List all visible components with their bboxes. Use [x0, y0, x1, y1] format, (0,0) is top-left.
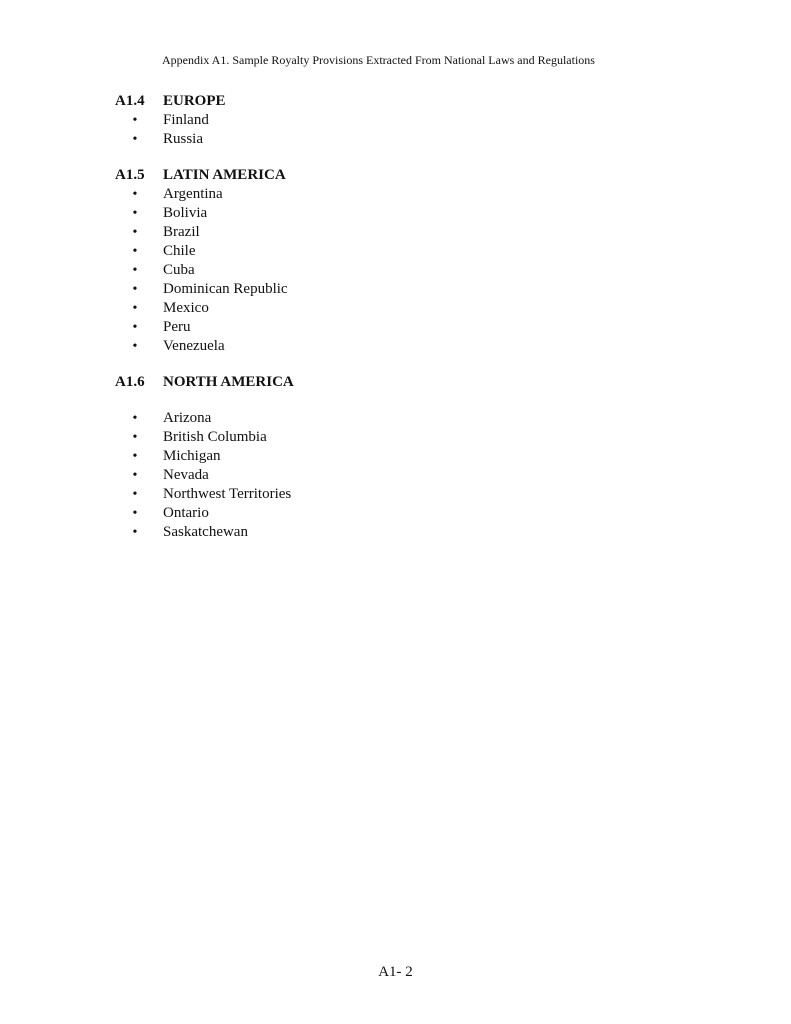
list-item: [115, 280, 715, 299]
list-item-label: Mexico: [163, 300, 209, 316]
running-header: Appendix A1. Sample Royalty Provisions Extracted From National Laws and Regulations: [162, 53, 595, 67]
section-europe: [115, 92, 715, 149]
page-number: A1- 2: [378, 964, 413, 980]
list-item-label: British Columbia: [163, 429, 267, 445]
list-item-label: Finland: [163, 112, 209, 128]
section-latin-america: [115, 166, 715, 356]
list-item: [115, 318, 715, 337]
list-item: [115, 130, 715, 149]
bullet-icon: [115, 504, 163, 523]
list-item: [115, 299, 715, 318]
bullet-list: [115, 409, 715, 542]
list-item-label: Russia: [163, 131, 204, 147]
list-item: [115, 261, 715, 280]
bullet-icon: [115, 185, 163, 204]
list-item-label: Ontario: [163, 505, 209, 521]
section-number: A1.6: [115, 374, 145, 390]
list-item: [115, 504, 715, 523]
bullet-icon: [115, 409, 163, 428]
section-heading: [115, 92, 715, 111]
section-number: A1.5: [115, 167, 145, 183]
list-item-label: Venezuela: [163, 338, 225, 354]
bullet-icon: [115, 447, 163, 466]
list-item-label: Chile: [163, 243, 196, 259]
list-item-label: Cuba: [163, 262, 195, 278]
list-item-label: Northwest Territories: [163, 486, 292, 502]
bullet-icon: [115, 280, 163, 299]
list-item-label: Argentina: [163, 186, 223, 202]
list-item: [115, 223, 715, 242]
list-item-label: Peru: [163, 319, 191, 335]
list-item-label: Saskatchewan: [163, 524, 248, 540]
bullet-icon: [115, 318, 163, 337]
list-item: [115, 409, 715, 428]
bullet-icon: [115, 299, 163, 318]
list-item-label: Arizona: [163, 410, 212, 426]
list-item: [115, 466, 715, 485]
list-item: [115, 242, 715, 261]
bullet-icon: [115, 242, 163, 261]
bullet-icon: [115, 223, 163, 242]
section-north-america-list: [115, 409, 715, 542]
list-item: [115, 485, 715, 504]
bullet-list: [115, 185, 715, 356]
list-item: [115, 523, 715, 542]
bullet-icon: [115, 428, 163, 447]
bullet-icon: [115, 204, 163, 223]
list-item-label: Michigan: [163, 448, 221, 464]
bullet-icon: [115, 523, 163, 542]
bullet-icon: [115, 261, 163, 280]
list-item: [115, 428, 715, 447]
list-item-label: Brazil: [163, 224, 200, 240]
bullet-icon: [115, 130, 163, 149]
list-item: [115, 337, 715, 356]
section-title: EUROPE: [163, 93, 226, 109]
list-item-label: Nevada: [163, 467, 209, 483]
list-item-label: Bolivia: [163, 205, 208, 221]
bullet-icon: [115, 337, 163, 356]
section-title: LATIN AMERICA: [163, 167, 286, 183]
section-heading: [115, 166, 715, 185]
section-north-america: [115, 373, 715, 392]
list-item: [115, 204, 715, 223]
bullet-list: [115, 111, 715, 149]
bullet-icon: [115, 485, 163, 504]
list-item-label: Dominican Republic: [163, 281, 288, 297]
bullet-icon: [115, 466, 163, 485]
section-heading: [115, 373, 715, 392]
list-item: [115, 111, 715, 130]
section-number: A1.4: [115, 93, 145, 109]
section-title: NORTH AMERICA: [163, 374, 294, 390]
bullet-icon: [115, 111, 163, 130]
list-item: [115, 185, 715, 204]
list-item: [115, 447, 715, 466]
